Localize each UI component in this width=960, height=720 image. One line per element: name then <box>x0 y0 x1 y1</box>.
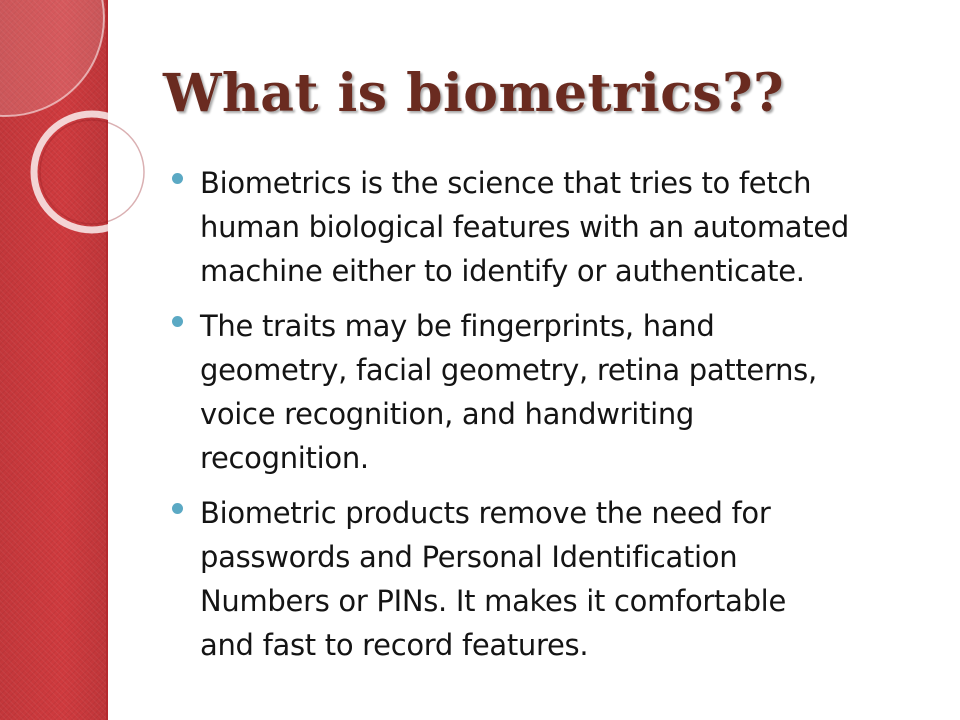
bullet-line: recognition. <box>200 441 369 475</box>
bullet-item <box>172 491 932 667</box>
bullet-line: machine either to identify or authenticate. <box>200 254 805 288</box>
bullet-line: voice recognition, and handwriting <box>200 397 695 431</box>
bullet-line: geometry, facial geometry, retina patterns, <box>200 353 817 387</box>
bullet-line: human biological features with an automated <box>200 210 849 244</box>
bullet-line: Biometrics is the science that tries to fetch <box>200 166 812 200</box>
bullet-line: Numbers or PINs. It makes it comfortable <box>200 584 786 618</box>
bullet-text <box>200 491 932 667</box>
bullet-line: passwords and Personal Identification <box>200 540 738 574</box>
bullet-line: The traits may be fingerprints, hand <box>200 309 715 343</box>
bullet-item <box>172 304 932 480</box>
large-translucent-circle <box>0 0 104 116</box>
bullet-item <box>172 161 932 293</box>
bullet-dot-icon <box>172 173 183 184</box>
bullet-list <box>172 161 932 678</box>
slide-title: What is biometrics?? <box>163 63 785 124</box>
bullet-dot-icon <box>172 503 183 514</box>
small-ring-circle <box>34 114 150 230</box>
bullet-text <box>200 304 932 480</box>
small-ring-inner-edge <box>40 120 144 224</box>
bullet-line: Biometric products remove the need for <box>200 496 771 530</box>
bullet-text <box>200 161 932 293</box>
bullet-dot-icon <box>172 316 183 327</box>
bullet-line: and fast to record features. <box>200 628 589 662</box>
